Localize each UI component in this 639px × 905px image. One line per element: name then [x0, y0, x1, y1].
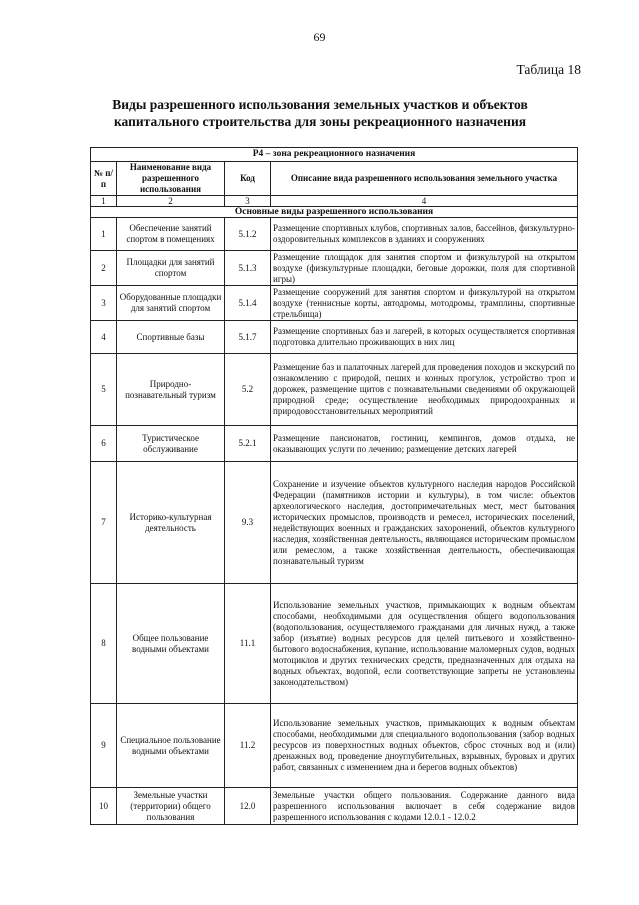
row-number: 4	[91, 321, 117, 354]
row-name: Историко-культурная деятельность	[117, 462, 225, 584]
index-cell: 4	[271, 196, 578, 207]
row-number: 2	[91, 251, 117, 286]
row-description: Сохранение и изучение объектов культурного наследия народов Российской Федерации (памятников истории и культуры), в том числе: объектов археологического наследия, достопримечательных мест, мест бытования исторических промыслов, производств и ремесел, исторических поселений, недействующих военных и гражданских захоронений, объектов культурного наследия, хозяйственная деятельность, являющаяся историческим промыслом или ремеслом, а также хозяйственная деятельность, обеспечивающая познавательный туризм	[271, 462, 578, 584]
row-name: Земельные участки (территории) общего пользования	[117, 788, 225, 825]
land-use-table	[90, 147, 578, 825]
row-code: 11.2	[225, 704, 271, 788]
table-row	[91, 251, 578, 286]
table-row	[91, 462, 578, 584]
page-number: 69	[313, 30, 326, 44]
row-code: 5.1.4	[225, 286, 271, 321]
table-row	[91, 704, 578, 788]
header-row	[91, 162, 578, 196]
row-code: 9.3	[225, 462, 271, 584]
header-desc: Описание вида разрешенного использования земельного участка	[271, 162, 578, 196]
table-row	[91, 286, 578, 321]
index-cell: 1	[91, 196, 117, 207]
row-description: Размещение площадок для занятия спортом и физкультурой на открытом воздухе (физкультурные площадки, беговые дорожки, поля для спортивной игры)	[271, 251, 578, 286]
row-name: Туристическое обслуживание	[117, 426, 225, 462]
row-description: Размещение пансионатов, гостиниц, кемпингов, домов отдыха, не оказывающих услуги по лечению; размещение детских лагерей	[271, 426, 578, 462]
row-description: Размещение сооружений для занятия спортом и физкультурой на открытом воздухе (теннисные корты, автодромы, мотодромы, трамплины, спортивные стрельбища)	[271, 286, 578, 321]
document-title: Виды разрешенного использования земельных участков и объектов капитального строительства для зоны рекреационного назначения	[112, 97, 528, 129]
table-row	[91, 584, 578, 704]
row-code: 5.2.1	[225, 426, 271, 462]
table-row	[91, 321, 578, 354]
header-name: Наименование вида разрешенного использования	[117, 162, 225, 196]
row-code: 5.1.7	[225, 321, 271, 354]
row-name: Оборудованные площадки для занятий спортом	[117, 286, 225, 321]
index-cell: 2	[117, 196, 225, 207]
row-number: 3	[91, 286, 117, 321]
row-description: Размещение спортивных клубов, спортивных залов, бассейнов, физкультурно-оздоровительных комплексов в зданиях и сооружениях	[271, 218, 578, 251]
row-code: 5.2	[225, 354, 271, 426]
row-description: Использование земельных участков, примыкающих к водным объектам способами, необходимыми для специального водопользования (забор водных ресурсов из поверхностных водных объектов, сброс сточных вод и (или) дренажных вод, проведение дноуглубительных, взрывных, буровых и других работ, связанных с изменением дна и берегов водных объектов)	[271, 704, 578, 788]
row-code: 12.0	[225, 788, 271, 825]
row-name: Общее пользование водными объектами	[117, 584, 225, 704]
row-number: 5	[91, 354, 117, 426]
row-name: Обеспечение занятий спортом в помещениях	[117, 218, 225, 251]
header-code: Код	[225, 162, 271, 196]
row-name: Природно-познавательный туризм	[117, 354, 225, 426]
section-row	[91, 207, 578, 218]
row-number: 6	[91, 426, 117, 462]
table-row	[91, 218, 578, 251]
row-description: Использование земельных участков, примыкающих к водным объектам способами, необходимыми для осуществления общего водопользования (водопользования, осуществляемого гражданами для личных нужд, а также забор (изъятие) водных ресурсов для целей питьевого и хозяйственно-бытового водоснабжения, купание, использование маломерных судов, водных мотоциклов и других технических средств, предназначенных для отдыха на водных объектах, водопой, если соответствующие запреты не установлены законодательством)	[271, 584, 578, 704]
row-number: 1	[91, 218, 117, 251]
row-description: Размещение спортивных баз и лагерей, в которых осуществляется спортивная подготовка длительно проживающих в них лиц	[271, 321, 578, 354]
table-label: Таблица 18	[516, 62, 581, 77]
header-num: № п/п	[91, 162, 117, 196]
row-name: Спортивные базы	[117, 321, 225, 354]
table-row	[91, 426, 578, 462]
row-description: Размещение баз и палаточных лагерей для проведения походов и экскурсий по ознакомлению с природой, пеших и конных прогулок, устройство троп и дорожек, размещение щитов с познавательными сведениями об окружающей природной среде; осуществление необходимых природоохранных и природовосстановительных мероприятий	[271, 354, 578, 426]
row-description: Земельные участки общего пользования. Содержание данного вида разрешенного использования включает в себя содержание видов разрешенного использования с кодами 12.0.1 - 12.0.2	[271, 788, 578, 825]
row-code: 11.1	[225, 584, 271, 704]
section-title: Основные виды разрешенного использования	[91, 207, 578, 218]
index-row	[91, 196, 578, 207]
index-cell: 3	[225, 196, 271, 207]
row-code: 5.1.2	[225, 218, 271, 251]
zone-title-row	[91, 148, 578, 162]
row-name: Специальное пользование водными объектами	[117, 704, 225, 788]
zone-title: Р4 – зона рекреационного назначения	[91, 148, 578, 162]
row-number: 7	[91, 462, 117, 584]
row-code: 5.1.3	[225, 251, 271, 286]
table-row	[91, 788, 578, 825]
table-row	[91, 354, 578, 426]
row-number: 9	[91, 704, 117, 788]
row-name: Площадки для занятий спортом	[117, 251, 225, 286]
row-number: 10	[91, 788, 117, 825]
row-number: 8	[91, 584, 117, 704]
